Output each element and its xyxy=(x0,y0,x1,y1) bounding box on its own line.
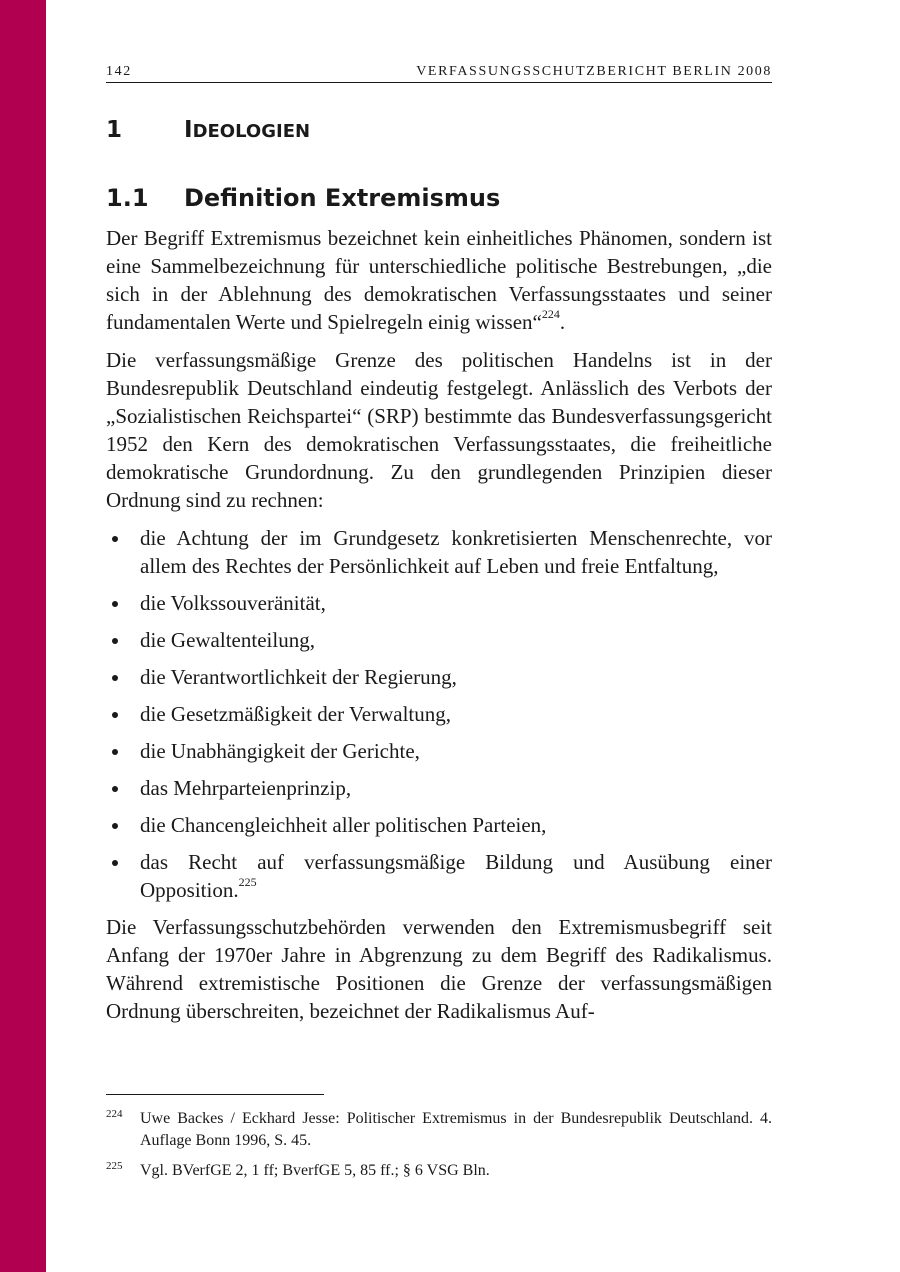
bullet-icon xyxy=(112,749,118,755)
page-content xyxy=(106,108,772,1035)
page-header xyxy=(106,62,772,83)
footnote-224 xyxy=(106,1108,772,1152)
list-item: die Unabhängigkeit der Gerichte, xyxy=(106,737,772,765)
paragraph-3: Die Verfassungsschutzbehörden verwenden den Extremismusbegriff seit Anfang der 1970er Jahre in Abgrenzung zu dem Begriff des Radikalismus. Während extremistische Positionen die Grenze der verfassungsmäßigen Ordnung überschreiten, bezeichnet der Radikalismus Auf- xyxy=(106,915,772,1023)
footnote-ref-224[interactable]: 224 xyxy=(541,307,560,321)
accent-side-bar xyxy=(0,0,46,1272)
principles-list xyxy=(106,524,772,904)
page-number: 142 xyxy=(106,64,132,79)
running-title: VERFASSUNGSSCHUTZBERICHT BERLIN 2008 xyxy=(416,64,772,79)
bullet-icon xyxy=(112,536,118,542)
section-heading xyxy=(106,178,772,218)
section-number: 1.1 xyxy=(106,184,149,212)
list-item: die Verantwortlichkeit der Regierung, xyxy=(106,663,772,691)
footnote-ref-225[interactable]: 225 xyxy=(238,875,257,889)
footnote-text: Vgl. BVerfGE 2, 1 ff; BverfGE 5, 85 ff.; § 6 VSG Bln. xyxy=(140,1162,490,1179)
chapter-number: 1 xyxy=(106,117,123,143)
list-item: die Chancengleichheit aller politischen Parteien, xyxy=(106,811,772,839)
bullet-icon xyxy=(112,638,118,644)
bullet-icon xyxy=(112,675,118,681)
footnote-number: 224 xyxy=(106,1108,123,1120)
paragraph-2: Die verfassungsmäßige Grenze des politischen Handelns ist in der Bundesrepublik Deutschland eindeutig festgelegt. Anlässlich des Verbots der „Sozialistischen Reichspartei“ (SRP) bestimmte das Bundesverfassungsgericht 1952 den Kern des demokratischen Verfassungsstaates, die freiheitliche demokratische Grundordnung. Zu den grundlegenden Prinzipien dieser Ordnung sind zu rechnen: xyxy=(106,348,772,512)
footnote-number: 225 xyxy=(106,1160,123,1172)
bullet-icon xyxy=(112,601,118,607)
list-item: das Recht auf verfassungsmäßige Bildung und Ausübung einer Opposition.$^{225}$ xyxy=(106,848,772,904)
footnote-225 xyxy=(106,1160,772,1182)
list-item: die Achtung der im Grundgesetz konkretisierten Menschenrechte, vor allem des Rechtes der Persönlichkeit auf Leben und freie Entfaltung, xyxy=(106,524,772,580)
footnote-divider xyxy=(106,1094,324,1095)
bullet-icon xyxy=(112,823,118,829)
section-title: Definition Extremismus xyxy=(184,184,501,212)
chapter-title: IDEOLOGIEN xyxy=(184,117,311,143)
list-item: die Gesetzmäßigkeit der Verwaltung, xyxy=(106,700,772,728)
paragraph-1: Der Begriff Extremismus bezeichnet kein einheitliches Phänomen, sondern ist eine Sammelbezeichnung für unterschiedliche politische Bestrebungen, „die sich in der Ablehnung des demokratischen Verfassungsstaates und seiner fundamentalen Werte und Spielregeln einig wissen“$^{224}$. xyxy=(106,226,772,334)
footnotes xyxy=(106,1108,772,1190)
bullet-icon xyxy=(112,860,118,866)
bullet-icon xyxy=(112,786,118,792)
bullet-icon xyxy=(112,712,118,718)
list-item: die Volkssouveränität, xyxy=(106,589,772,617)
list-item: das Mehrparteienprinzip, xyxy=(106,774,772,802)
chapter-heading xyxy=(106,108,772,154)
list-item: die Gewaltenteilung, xyxy=(106,626,772,654)
footnote-text: Uwe Backes / Eckhard Jesse: Politischer Extremismus in der Bundesrepublik Deutschland. 4. Auflage Bonn 1996, S. 45. xyxy=(140,1110,772,1149)
